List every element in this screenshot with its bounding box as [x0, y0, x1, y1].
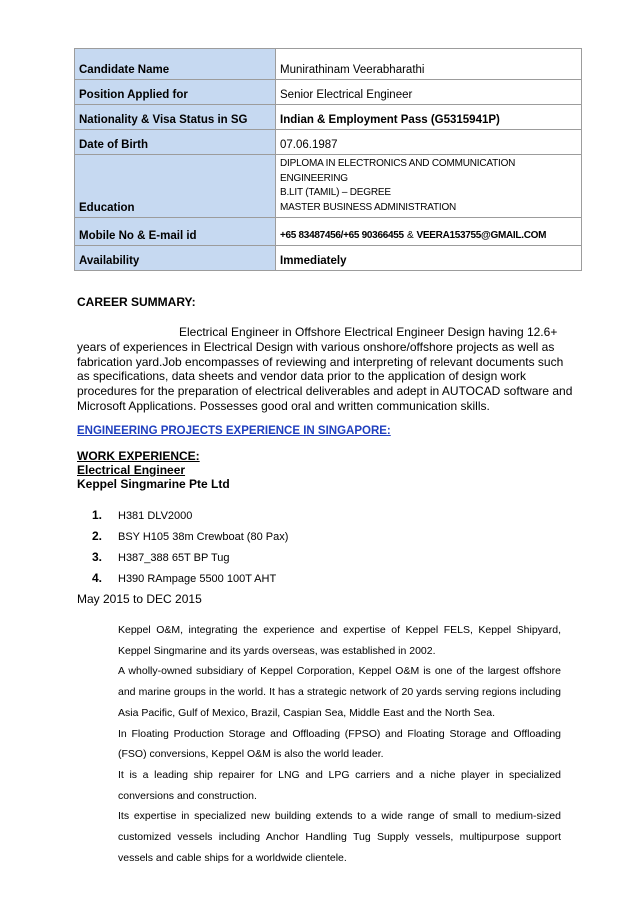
work-experience-heading: WORK EXPERIENCE: [77, 449, 200, 463]
description-paragraph: Keppel O&M, integrating the experience and expertise of Keppel FELS, Keppel Shipyard, Keppel Singmarine and its yards overseas, was established in 2002. [118, 624, 561, 657]
info-label: Nationality & Visa Status in SG [75, 105, 276, 130]
info-row-mobile [75, 218, 582, 246]
education-line: DIPLOMA IN ELECTRONICS AND COMMUNICATION [280, 158, 516, 169]
list-item [92, 505, 288, 526]
list-item [92, 568, 288, 589]
info-label: Availability [75, 246, 276, 271]
info-row-nationality [75, 105, 582, 130]
project-name: BSY H105 38m Crewboat (80 Pax) [118, 531, 289, 543]
info-row-availability [75, 246, 582, 271]
project-name: H381 DLV2000 [118, 510, 193, 522]
description-paragraph: Its expertise in specialized new building extends to a wide range of small to medium-sized customized vessels including Anchor Handling Tug Supply vessels, multipurpose support vessels and cable ships for a worldwide clientele. [118, 810, 561, 864]
project-name: H390 RAmpage 5500 100T AHT [118, 573, 277, 585]
education-line: B.LIT (TAMIL) – DEGREE [280, 187, 391, 198]
info-value: Munirathinam Veerabharathi [276, 49, 582, 80]
info-value: Indian & Employment Pass (G5315941P) [276, 105, 582, 130]
phone-numbers: +65 83487456/+65 90366455 [280, 230, 404, 241]
email-address: VEERA153755@GMAIL.COM [416, 230, 547, 241]
project-name: H387_388 65T BP Tug [118, 552, 230, 564]
info-label: Candidate Name [75, 49, 276, 80]
list-item [92, 526, 288, 547]
info-row-dob [75, 130, 582, 155]
description-paragraph: A wholly-owned subsidiary of Keppel Corporation, Keppel O&M is one of the largest offshore and marine groups in the world. It has a strategic network of 20 yards serving regions including Asia Pacific, Gulf of Mexico, Brazil, Caspian Sea, Middle East and the North Sea. [118, 665, 561, 719]
list-number: 2. [92, 529, 103, 543]
info-row-education [75, 155, 582, 218]
info-value: Senior Electrical Engineer [276, 80, 582, 105]
info-value: Immediately [276, 246, 582, 271]
description-paragraph: It is a leading ship repairer for LNG and LPG carriers and a niche player in specialized conversions and construction. [118, 768, 561, 802]
info-label: Mobile No & E-mail id [75, 218, 276, 246]
education-value [276, 155, 582, 218]
info-row-name [75, 49, 582, 80]
candidate-info-table [74, 48, 582, 271]
info-value: 07.06.1987 [276, 130, 582, 155]
career-summary-heading: CAREER SUMMARY: [77, 295, 196, 309]
info-label: Date of Birth [75, 130, 276, 155]
list-item [92, 547, 288, 568]
career-summary-text [77, 325, 577, 414]
company-name: Keppel Singmarine Pte Ltd [77, 477, 230, 491]
career-summary-body: Electrical Engineer in Offshore Electrical Engineer Design having 12.6+ years of experiences in Electrical Design with various onshore/offshore projects as well as fabrication yard.Job encompasses of reviewing and interpreting of relevant documents such as specifications, data sheets and vendor data prior to the application of design work procedures for the preparation of electrical deliverables and adept in AUTOCAD software and Microsoft Applications. Possesses good oral and written communication skills. [77, 325, 573, 413]
engineering-projects-heading: ENGINEERING PROJECTS EXPERIENCE IN SINGAPORE: [77, 425, 391, 437]
company-description [118, 620, 561, 868]
education-line: MASTER BUSINESS ADMINISTRATION [280, 201, 457, 213]
info-label: Education [75, 155, 276, 218]
info-row-position [75, 80, 582, 105]
ampersand: & [406, 230, 414, 241]
job-role: Electrical Engineer [77, 463, 186, 477]
project-list [92, 505, 288, 589]
description-paragraph: In Floating Production Storage and Offloading (FPSO) and Floating Storage and Offloading (FSO) conversions, Keppel O&M is also the world leader. [118, 727, 561, 761]
list-number: 4. [92, 571, 103, 585]
list-number: 3. [92, 550, 103, 564]
education-line: ENGINEERING [280, 172, 348, 184]
employment-period: May 2015 to DEC 2015 [77, 592, 202, 606]
list-number: 1. [92, 508, 103, 522]
work-experience-header [77, 449, 230, 491]
info-label: Position Applied for [75, 80, 276, 105]
mobile-email-value [276, 218, 582, 246]
